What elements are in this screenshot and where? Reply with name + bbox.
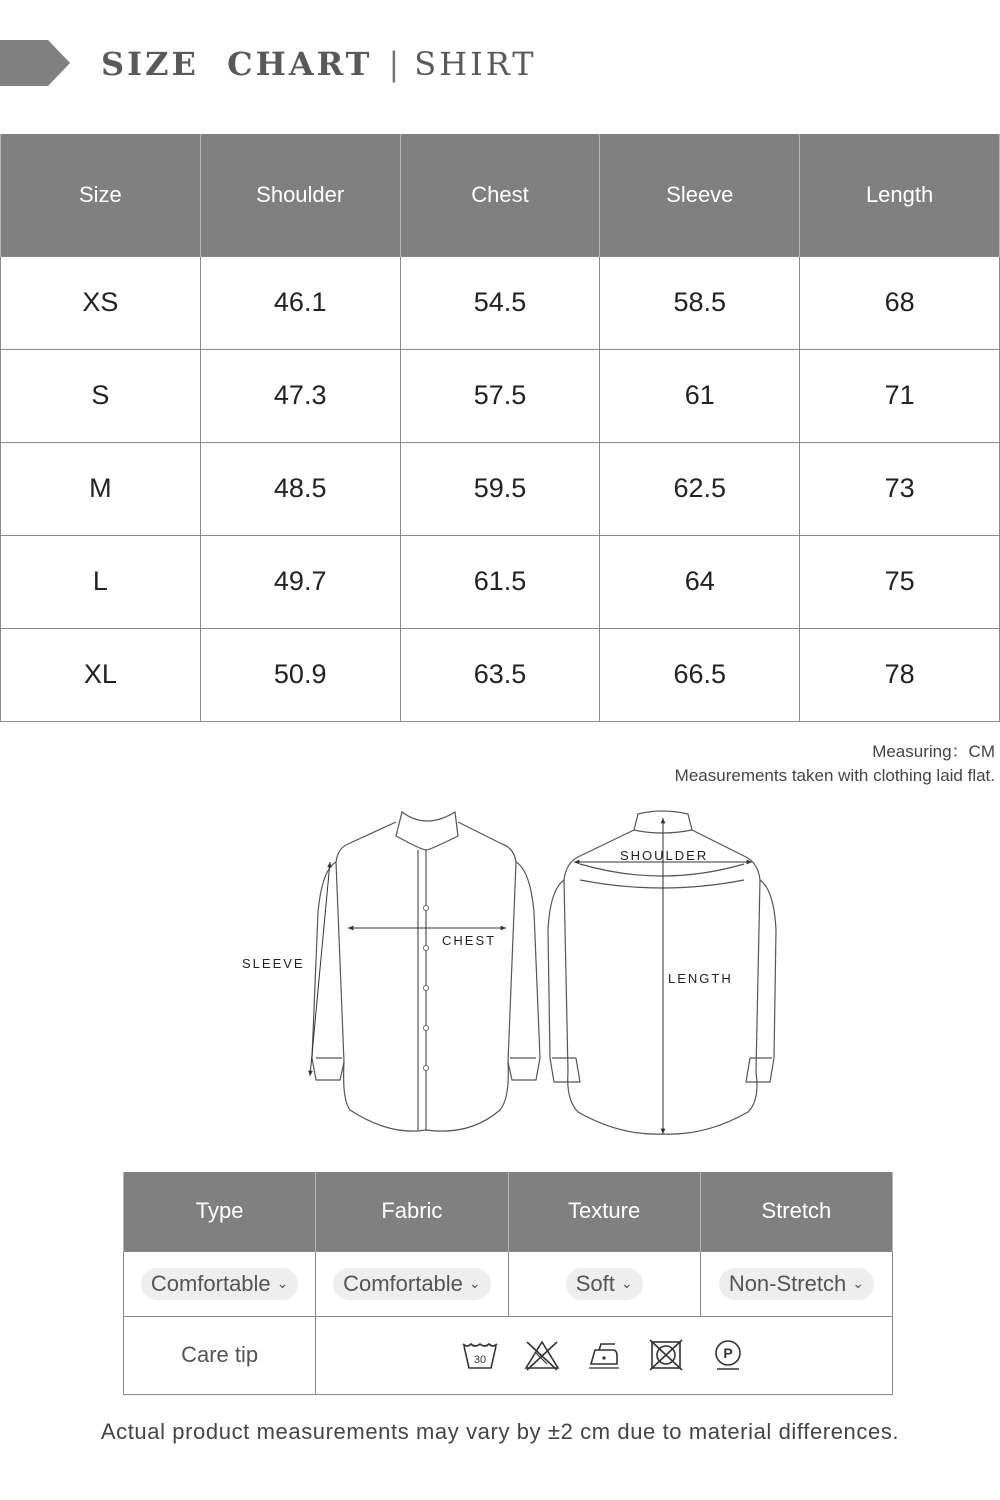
title-main: SIZE CHART: [101, 45, 373, 83]
length-label: LENGTH: [668, 971, 733, 986]
fabric-info-table: [123, 1172, 893, 1395]
table-cell: 62.5: [600, 442, 800, 535]
table-cell: 59.5: [400, 442, 600, 535]
column-header: Size: [1, 134, 201, 256]
measurement-note: Measurements taken with clothing laid flat.: [674, 766, 995, 785]
table-cell: 68: [800, 256, 1000, 349]
chest-label: CHEST: [442, 933, 497, 948]
table-cell: M: [1, 442, 201, 535]
wash-temp: 30: [474, 1354, 487, 1366]
table-cell: 49.7: [200, 535, 400, 628]
low-iron-icon: [585, 1338, 623, 1372]
chevron-down-icon: ⌄: [468, 1275, 481, 1291]
no-bleach-icon: [523, 1338, 561, 1372]
table-row: [124, 1251, 893, 1316]
care-tip-label: Care tip: [124, 1316, 316, 1394]
table-cell: 71: [800, 349, 1000, 442]
unit-note: Measuring：CM: [872, 742, 995, 761]
sleeve-label: SLEEVE: [242, 956, 305, 971]
table-row: [1, 442, 1000, 535]
table-cell: 73: [800, 442, 1000, 535]
size-chart-table: [0, 134, 1000, 722]
table-cell: 50.9: [200, 628, 400, 721]
fabric-value: Comfortable: [343, 1270, 463, 1296]
table-cell: XS: [1, 256, 201, 349]
texture-value: Soft: [575, 1270, 615, 1296]
type-dropdown[interactable]: [141, 1268, 299, 1300]
table-cell: 48.5: [200, 442, 400, 535]
title-subtitle: SHIRT: [414, 45, 537, 83]
table-cell: 61: [600, 349, 800, 442]
table-cell: 75: [800, 535, 1000, 628]
table-row: [1, 256, 1000, 349]
table-cell: S: [1, 349, 201, 442]
table-cell: [508, 1251, 700, 1316]
stretch-value: Non-Stretch: [728, 1270, 847, 1296]
table-row: [1, 628, 1000, 721]
table-cell: 63.5: [400, 628, 600, 721]
table-cell: 54.5: [400, 256, 600, 349]
size-table-header-row: [1, 134, 1000, 256]
shirt-measurement-diagram: [230, 800, 790, 1145]
table-cell: L: [1, 535, 201, 628]
table-cell: [124, 1251, 316, 1316]
fabric-dropdown[interactable]: [333, 1268, 491, 1300]
table-cell: [316, 1251, 508, 1316]
table-cell: 66.5: [600, 628, 800, 721]
table-cell: 61.5: [400, 535, 600, 628]
table-row: [1, 535, 1000, 628]
column-header: Stretch: [700, 1172, 892, 1251]
title-separator: |: [388, 45, 403, 83]
column-header: Sleeve: [600, 134, 800, 256]
shoulder-label: SHOULDER: [620, 848, 709, 863]
info-table-header-row: [124, 1172, 893, 1251]
care-row: [124, 1316, 893, 1394]
dryclean-letter: P: [723, 1345, 733, 1361]
care-icons-cell: [316, 1316, 893, 1394]
no-tumble-dry-icon: [647, 1338, 685, 1372]
table-cell: 57.5: [400, 349, 600, 442]
shirt-front-drawing: [312, 812, 540, 1131]
disclaimer-text: Actual product measurements may vary by ±2 cm due to material differences.: [100, 1419, 900, 1444]
table-cell: XL: [1, 628, 201, 721]
chevron-down-icon: ⌄: [620, 1275, 633, 1291]
table-cell: 78: [800, 628, 1000, 721]
column-header: Texture: [508, 1172, 700, 1251]
column-header: Shoulder: [200, 134, 400, 256]
column-header: Chest: [400, 134, 600, 256]
table-cell: [700, 1251, 892, 1316]
column-header: Fabric: [316, 1172, 508, 1251]
type-value: Comfortable: [150, 1270, 271, 1296]
chevron-down-icon: ⌄: [276, 1275, 289, 1291]
table-cell: 46.1: [200, 256, 400, 349]
chevron-down-icon: ⌄: [852, 1275, 864, 1291]
table-cell: 47.3: [200, 349, 400, 442]
column-header: Type: [124, 1172, 316, 1251]
wash-30-icon: [461, 1338, 499, 1372]
table-row: [1, 349, 1000, 442]
stretch-dropdown[interactable]: [719, 1268, 874, 1300]
column-header: Length: [800, 134, 1000, 256]
dry-clean-p-icon: [709, 1338, 747, 1372]
table-cell: 64: [600, 535, 800, 628]
texture-dropdown[interactable]: [566, 1268, 643, 1300]
title-arrow-icon: [0, 40, 70, 86]
table-cell: 58.5: [600, 256, 800, 349]
page-title: [101, 44, 537, 84]
